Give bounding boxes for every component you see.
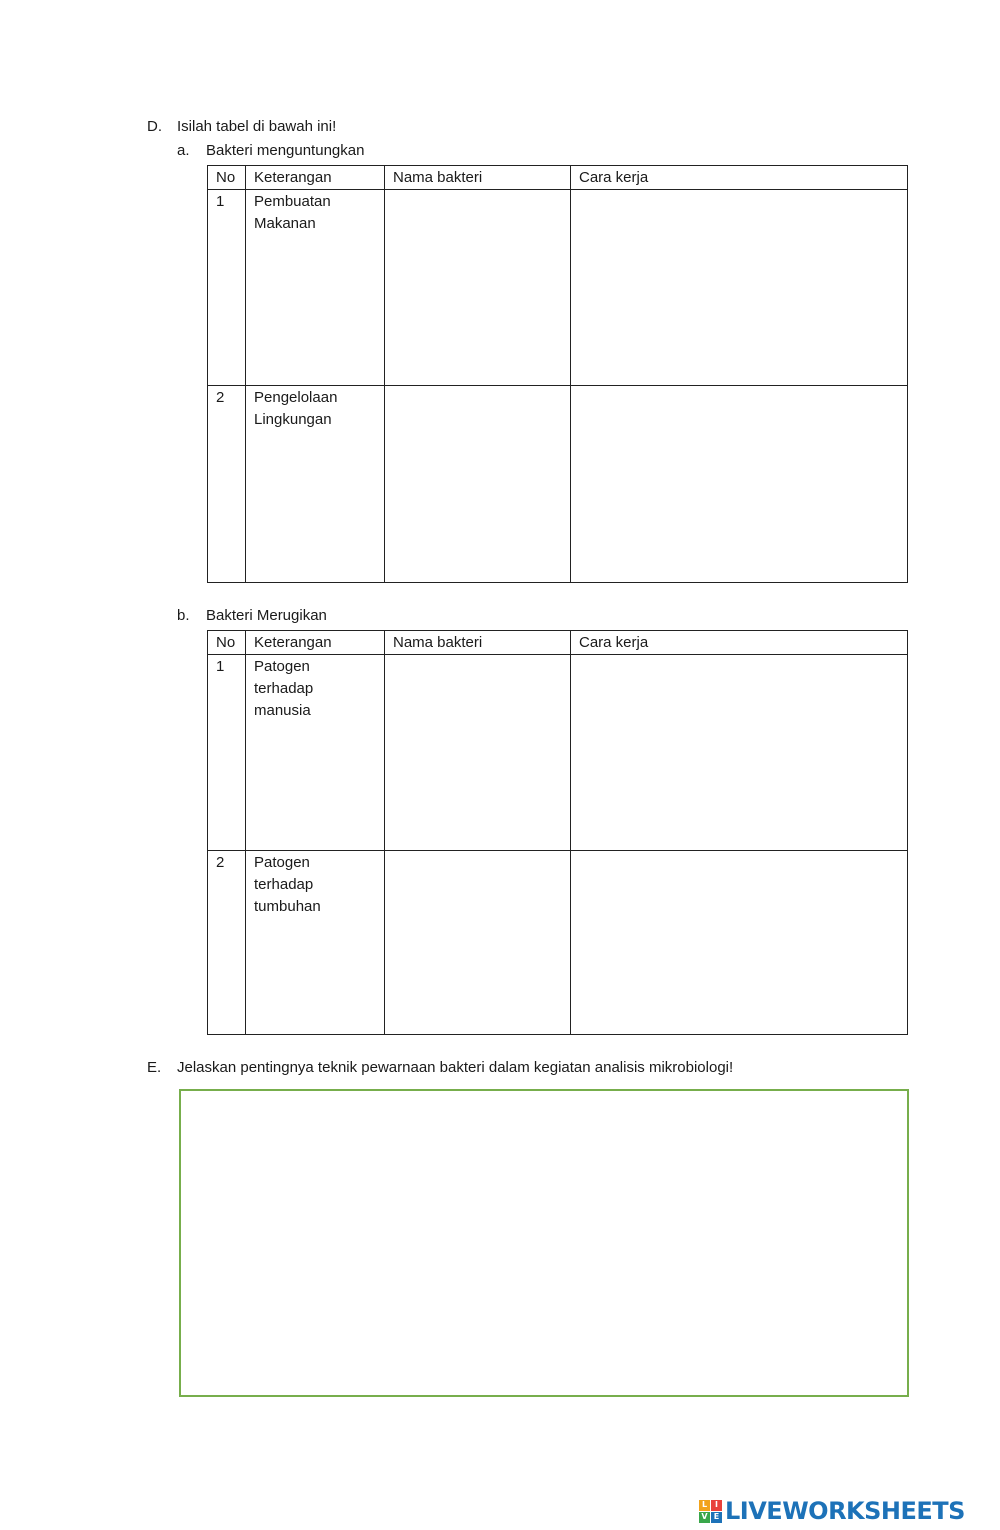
cara-kerja-answer-cell[interactable] (571, 851, 908, 1035)
table-header-row (208, 166, 908, 190)
cara-kerja-answer-cell[interactable] (571, 655, 908, 851)
header-nama-bakteri: Nama bakteri (385, 631, 571, 655)
keterangan-line: Pembuatan (254, 193, 331, 210)
liveworksheets-logo (699, 1496, 965, 1526)
keterangan-line: Lingkungan (254, 411, 332, 428)
badge-letter: V (699, 1512, 710, 1523)
header-no: No (208, 166, 246, 190)
nama-bakteri-answer-cell[interactable] (385, 190, 571, 386)
question-d-number: D. (147, 118, 162, 135)
table-row (208, 655, 908, 851)
question-e-text: Jelaskan pentingnya teknik pewarnaan bakteri dalam kegiatan analisis mikrobiologi! (177, 1059, 734, 1076)
row-no: 1 (208, 190, 246, 386)
header-nama-bakteri: Nama bakteri (385, 166, 571, 190)
table-beneficial-bacteria (207, 165, 908, 583)
part-a-title: Bakteri menguntungkan (206, 142, 365, 159)
keterangan-line: Pengelolaan (254, 389, 338, 406)
nama-bakteri-answer-cell[interactable] (385, 386, 571, 583)
keterangan-line: tumbuhan (254, 898, 321, 915)
keterangan-line: manusia (254, 702, 311, 719)
liveworksheets-wordmark: LIVEWORKSHEETS (725, 1497, 965, 1525)
table-row (208, 190, 908, 386)
badge-letter: E (711, 1512, 722, 1523)
question-e-number: E. (147, 1059, 162, 1076)
part-b-letter: b. (177, 607, 190, 624)
header-keterangan: Keterangan (246, 631, 385, 655)
row-no: 2 (208, 851, 246, 1035)
cara-kerja-answer-cell[interactable] (571, 190, 908, 386)
row-keterangan (246, 655, 385, 851)
nama-bakteri-answer-cell[interactable] (385, 655, 571, 851)
row-no: 1 (208, 655, 246, 851)
header-cara-kerja: Cara kerja (571, 166, 908, 190)
header-keterangan: Keterangan (246, 166, 385, 190)
question-d-instruction: Isilah tabel di bawah ini! (177, 118, 337, 135)
keterangan-line: Patogen (254, 854, 310, 871)
row-keterangan (246, 851, 385, 1035)
cara-kerja-answer-cell[interactable] (571, 386, 908, 583)
header-cara-kerja: Cara kerja (571, 631, 908, 655)
table-header-row (208, 631, 908, 655)
live-badge-icon (699, 1500, 722, 1523)
keterangan-line: Makanan (254, 215, 316, 232)
keterangan-line: terhadap (254, 876, 314, 893)
part-a-letter: a. (177, 142, 190, 159)
header-no: No (208, 631, 246, 655)
keterangan-line: terhadap (254, 680, 314, 697)
essay-answer-box[interactable] (179, 1089, 909, 1397)
row-keterangan (246, 386, 385, 583)
part-b-title: Bakteri Merugikan (206, 607, 327, 624)
badge-letter: I (711, 1500, 722, 1511)
table-row (208, 386, 908, 583)
keterangan-line: Patogen (254, 658, 310, 675)
table-harmful-bacteria (207, 630, 908, 1035)
table-row (208, 851, 908, 1035)
nama-bakteri-answer-cell[interactable] (385, 851, 571, 1035)
row-keterangan (246, 190, 385, 386)
row-no: 2 (208, 386, 246, 583)
badge-letter: L (699, 1500, 710, 1511)
